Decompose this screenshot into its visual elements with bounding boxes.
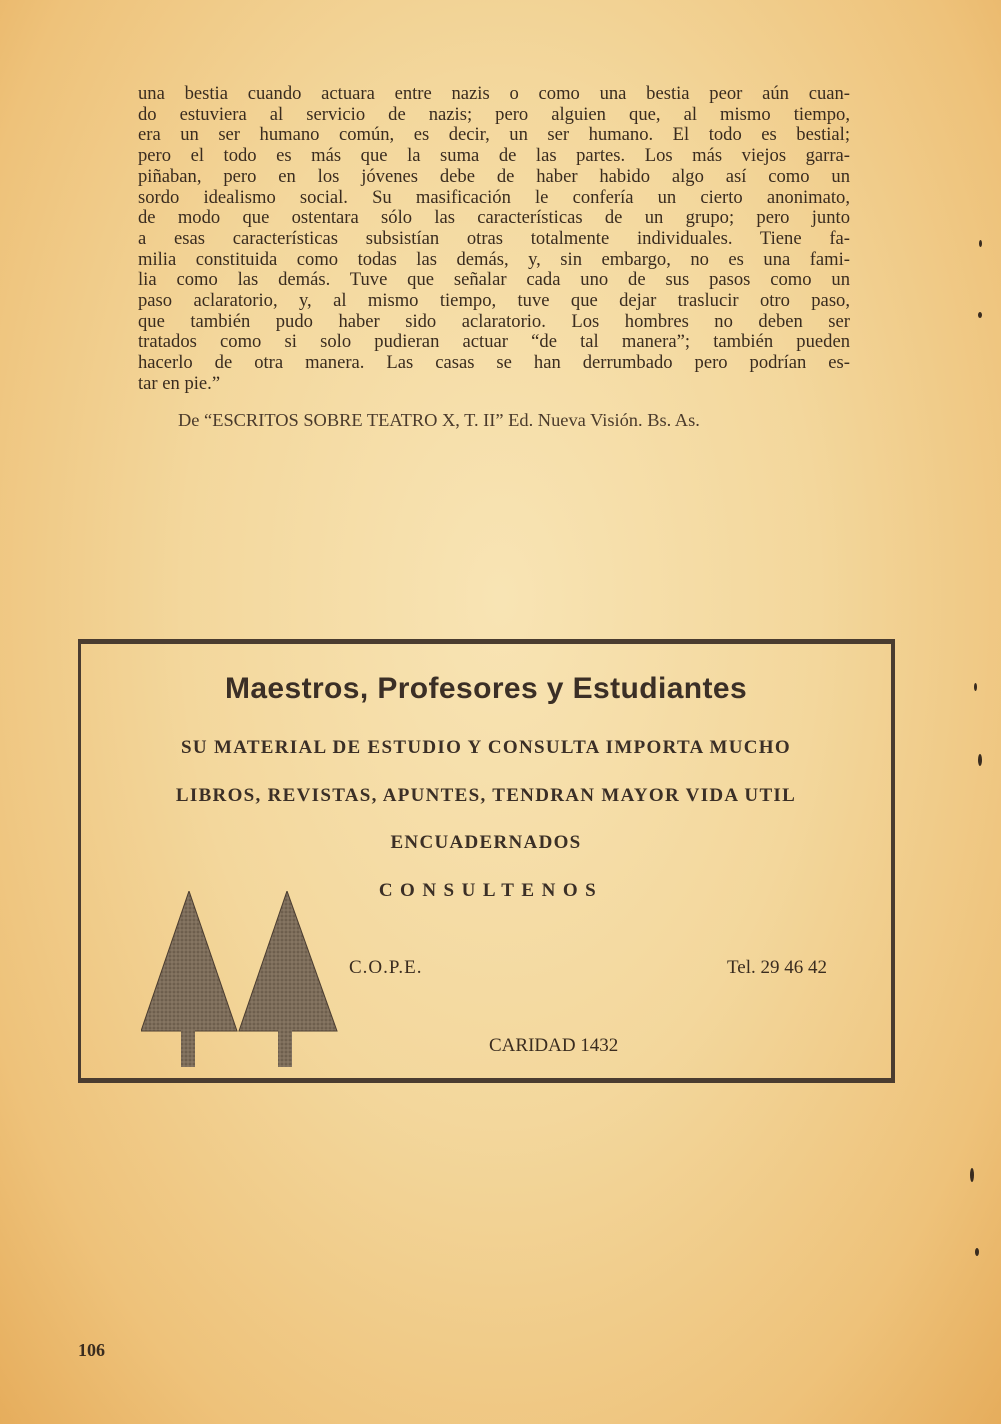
paragraph-line: tar en pie.”	[138, 372, 221, 394]
source-citation: De “ESCRITOS SOBRE TEATRO X, T. II” Ed. Nueva Visión. Bs. As.	[178, 410, 700, 430]
ad-line-material: SU MATERIAL DE ESTUDIO Y CONSULTA IMPORTA MUCHO	[181, 737, 791, 758]
page-number: 106	[78, 1340, 105, 1360]
company-name: C.O.P.E.	[349, 957, 423, 978]
paragraph-line: milia constituida como todas las demás, y, sin embargo, no es una fami-	[138, 248, 850, 270]
paragraph-line: tratados como si solo pudieran actuar “de tal manera”; también pueden	[138, 331, 850, 353]
print-speck	[979, 240, 982, 247]
ad-heading: Maestros, Profesores y Estudiantes	[224, 672, 748, 705]
print-speck	[975, 1248, 979, 1256]
ad-line-encuadernados: ENCUADERNADOS	[390, 832, 582, 853]
print-speck	[978, 754, 982, 766]
street-address: CARIDAD 1432	[489, 1035, 619, 1056]
paragraph-line: paso aclaratorio, y, al mismo tiempo, tuve que dejar traslucir otro paso,	[138, 290, 850, 312]
paragraph-line: sordo idealismo social. Su masificación le confería un cierto anonimato,	[138, 186, 850, 208]
ad-line-consultenos: CONSULTENOS	[378, 880, 604, 901]
phone-number: Tel. 29 46 42	[727, 957, 827, 978]
paragraph-line: hacerlo de otra manera. Las casas se han derrumbado pero podrían es-	[138, 352, 850, 374]
paragraph-line: que también pudo haber sido aclaratorio. Los hombres no deben ser	[138, 310, 850, 332]
quoted-paragraph	[138, 84, 850, 395]
paragraph-line: pero el todo es más que la suma de las partes. Los más viejos garra-	[138, 145, 850, 167]
paragraph-line: piñaban, pero en los jóvenes debe de haber habido algo así como un	[138, 165, 850, 187]
paragraph-line: una bestia cuando actuara entre nazis o como una bestia peor aún cuan-	[138, 83, 850, 104]
paragraph-line: do estuviera al servicio de nazis; pero alguien que, al mismo tiempo,	[138, 103, 850, 125]
paragraph-line: de modo que ostentara sólo las características de un grupo; pero junto	[138, 207, 850, 229]
ad-line-libros: LIBROS, REVISTAS, APUNTES, TENDRAN MAYOR VIDA UTIL	[175, 785, 797, 806]
print-speck	[970, 1168, 974, 1182]
paragraph-line: era un ser humano común, es decir, un ser humano. El todo es bestial;	[138, 124, 850, 146]
print-speck	[978, 312, 982, 318]
print-speck	[974, 683, 977, 691]
paragraph-line: a esas características subsistían otras totalmente individuales. Tiene fa-	[138, 227, 850, 249]
advertisement-box	[78, 639, 895, 1083]
two-pine-trees-icon	[141, 891, 341, 1071]
paragraph-line: lia como las demás. Tuve que señalar cada uno de sus pasos como un	[138, 269, 850, 291]
